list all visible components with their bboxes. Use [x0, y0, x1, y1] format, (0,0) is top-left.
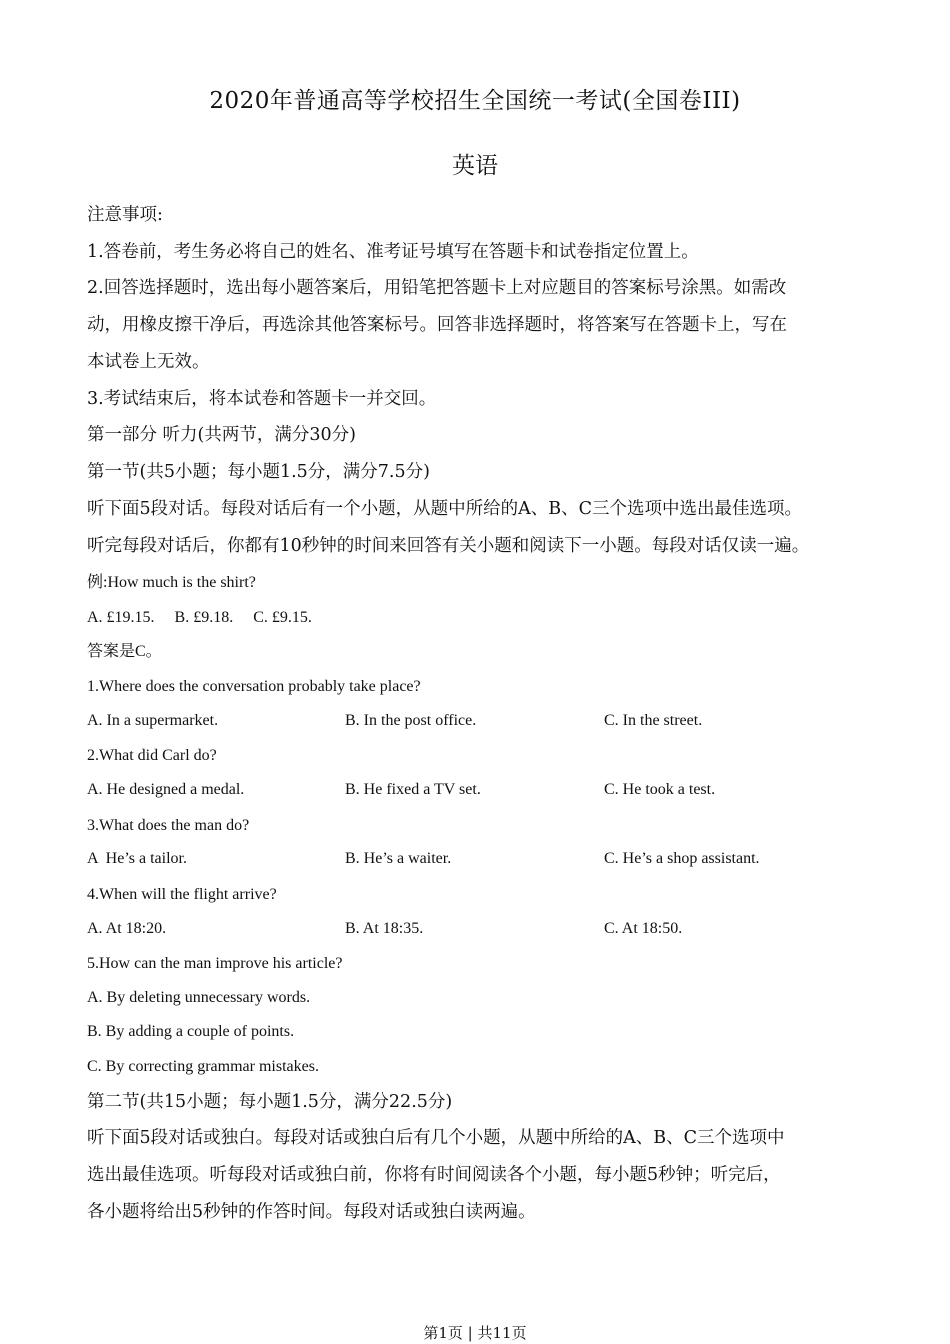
question-5-option-c: C. By correcting grammar mistakes. — [87, 1058, 319, 1075]
example-answer: 答案是C。 — [87, 643, 162, 660]
question-2: 2.What did Carl do? — [87, 747, 217, 764]
section1-heading: 第一节(共5小题；每小题1.5分，满分7.5分) — [87, 462, 430, 482]
page-footer: 第1页 | 共11页 — [423, 1324, 527, 1342]
part1-heading: 第一部分 听力(共两节，满分30分) — [87, 425, 356, 445]
section1-instruction-line-1: 听下面5段对话。每段对话后有一个小题，从题中所给的A、B、C三个选项中选出最佳选项。 — [87, 499, 803, 519]
question-3: 3.What does the man do? — [87, 817, 250, 834]
notice-item-2-line-1: 2.回答选择题时，选出每小题答案后，用铅笔把答题卡上对应题目的答案标号涂黑。如需改 — [87, 278, 787, 298]
section1-instruction-line-2: 听完每段对话后，你都有10秒钟的时间来回答有关小题和阅读下一小题。每段对话仅读一遍。 — [87, 536, 810, 556]
example-question: 例:How much is the shirt? — [87, 574, 256, 591]
example-options: A. £19.15. B. £9.18. C. £9.15. — [87, 609, 312, 626]
question-5-option-b: B. By adding a couple of points. — [87, 1023, 295, 1040]
question-2-option-a: A. He designed a medal. — [87, 781, 245, 798]
question-5-option-a: A. By deleting unnecessary words. — [87, 989, 311, 1006]
question-3-option-c: C. He’s a shop assistant. — [604, 850, 760, 867]
notice-heading: 注意事项: — [87, 205, 163, 225]
question-1-option-b: B. In the post office. — [345, 712, 477, 729]
question-2-option-c: C. He took a test. — [604, 781, 716, 798]
question-4-option-c: C. At 18:50. — [604, 920, 683, 937]
question-3-option-b: B. He’s a waiter. — [345, 850, 452, 867]
question-4-option-a: A. At 18:20. — [87, 920, 167, 937]
question-4: 4.When will the flight arrive? — [87, 886, 277, 903]
question-3-option-a: A He’s a tailor. — [87, 850, 187, 867]
notice-item-1: 1.答卷前，考生务必将自己的姓名、准考证号填写在答题卡和试卷指定位置上。 — [87, 242, 699, 262]
question-2-option-b: B. He fixed a TV set. — [345, 781, 481, 798]
notice-item-3: 3.考试结束后，将本试卷和答题卡一并交回。 — [87, 389, 437, 409]
subject-title: 英语 — [452, 153, 498, 179]
question-4-option-b: B. At 18:35. — [345, 920, 424, 937]
exam-title: 2020年普通高等学校招生全国统一考试(全国卷III) — [209, 88, 741, 114]
notice-item-2-line-3: 本试卷上无效。 — [87, 352, 210, 372]
section2-instruction-line-3: 各小题将给出5秒钟的作答时间。每段对话或独白读两遍。 — [87, 1202, 536, 1222]
section2-instruction-line-1: 听下面5段对话或独白。每段对话或独白后有几个小题，从题中所给的A、B、C三个选项中 — [87, 1128, 785, 1148]
question-1-option-a: A. In a supermarket. — [87, 712, 219, 729]
question-1-option-c: C. In the street. — [604, 712, 703, 729]
question-1: 1.Where does the conversation probably take place? — [87, 678, 421, 695]
notice-item-2-line-2: 动，用橡皮擦干净后，再选涂其他答案标号。回答非选择题时，将答案写在答题卡上，写在 — [87, 315, 787, 335]
section2-heading: 第二节(共15小题；每小题1.5分，满分22.5分) — [87, 1092, 453, 1112]
question-5: 5.How can the man improve his article? — [87, 955, 343, 972]
section2-instruction-line-2: 选出最佳选项。听每段对话或独白前，你将有时间阅读各个小题，每小题5秒钟；听完后， — [87, 1165, 781, 1185]
